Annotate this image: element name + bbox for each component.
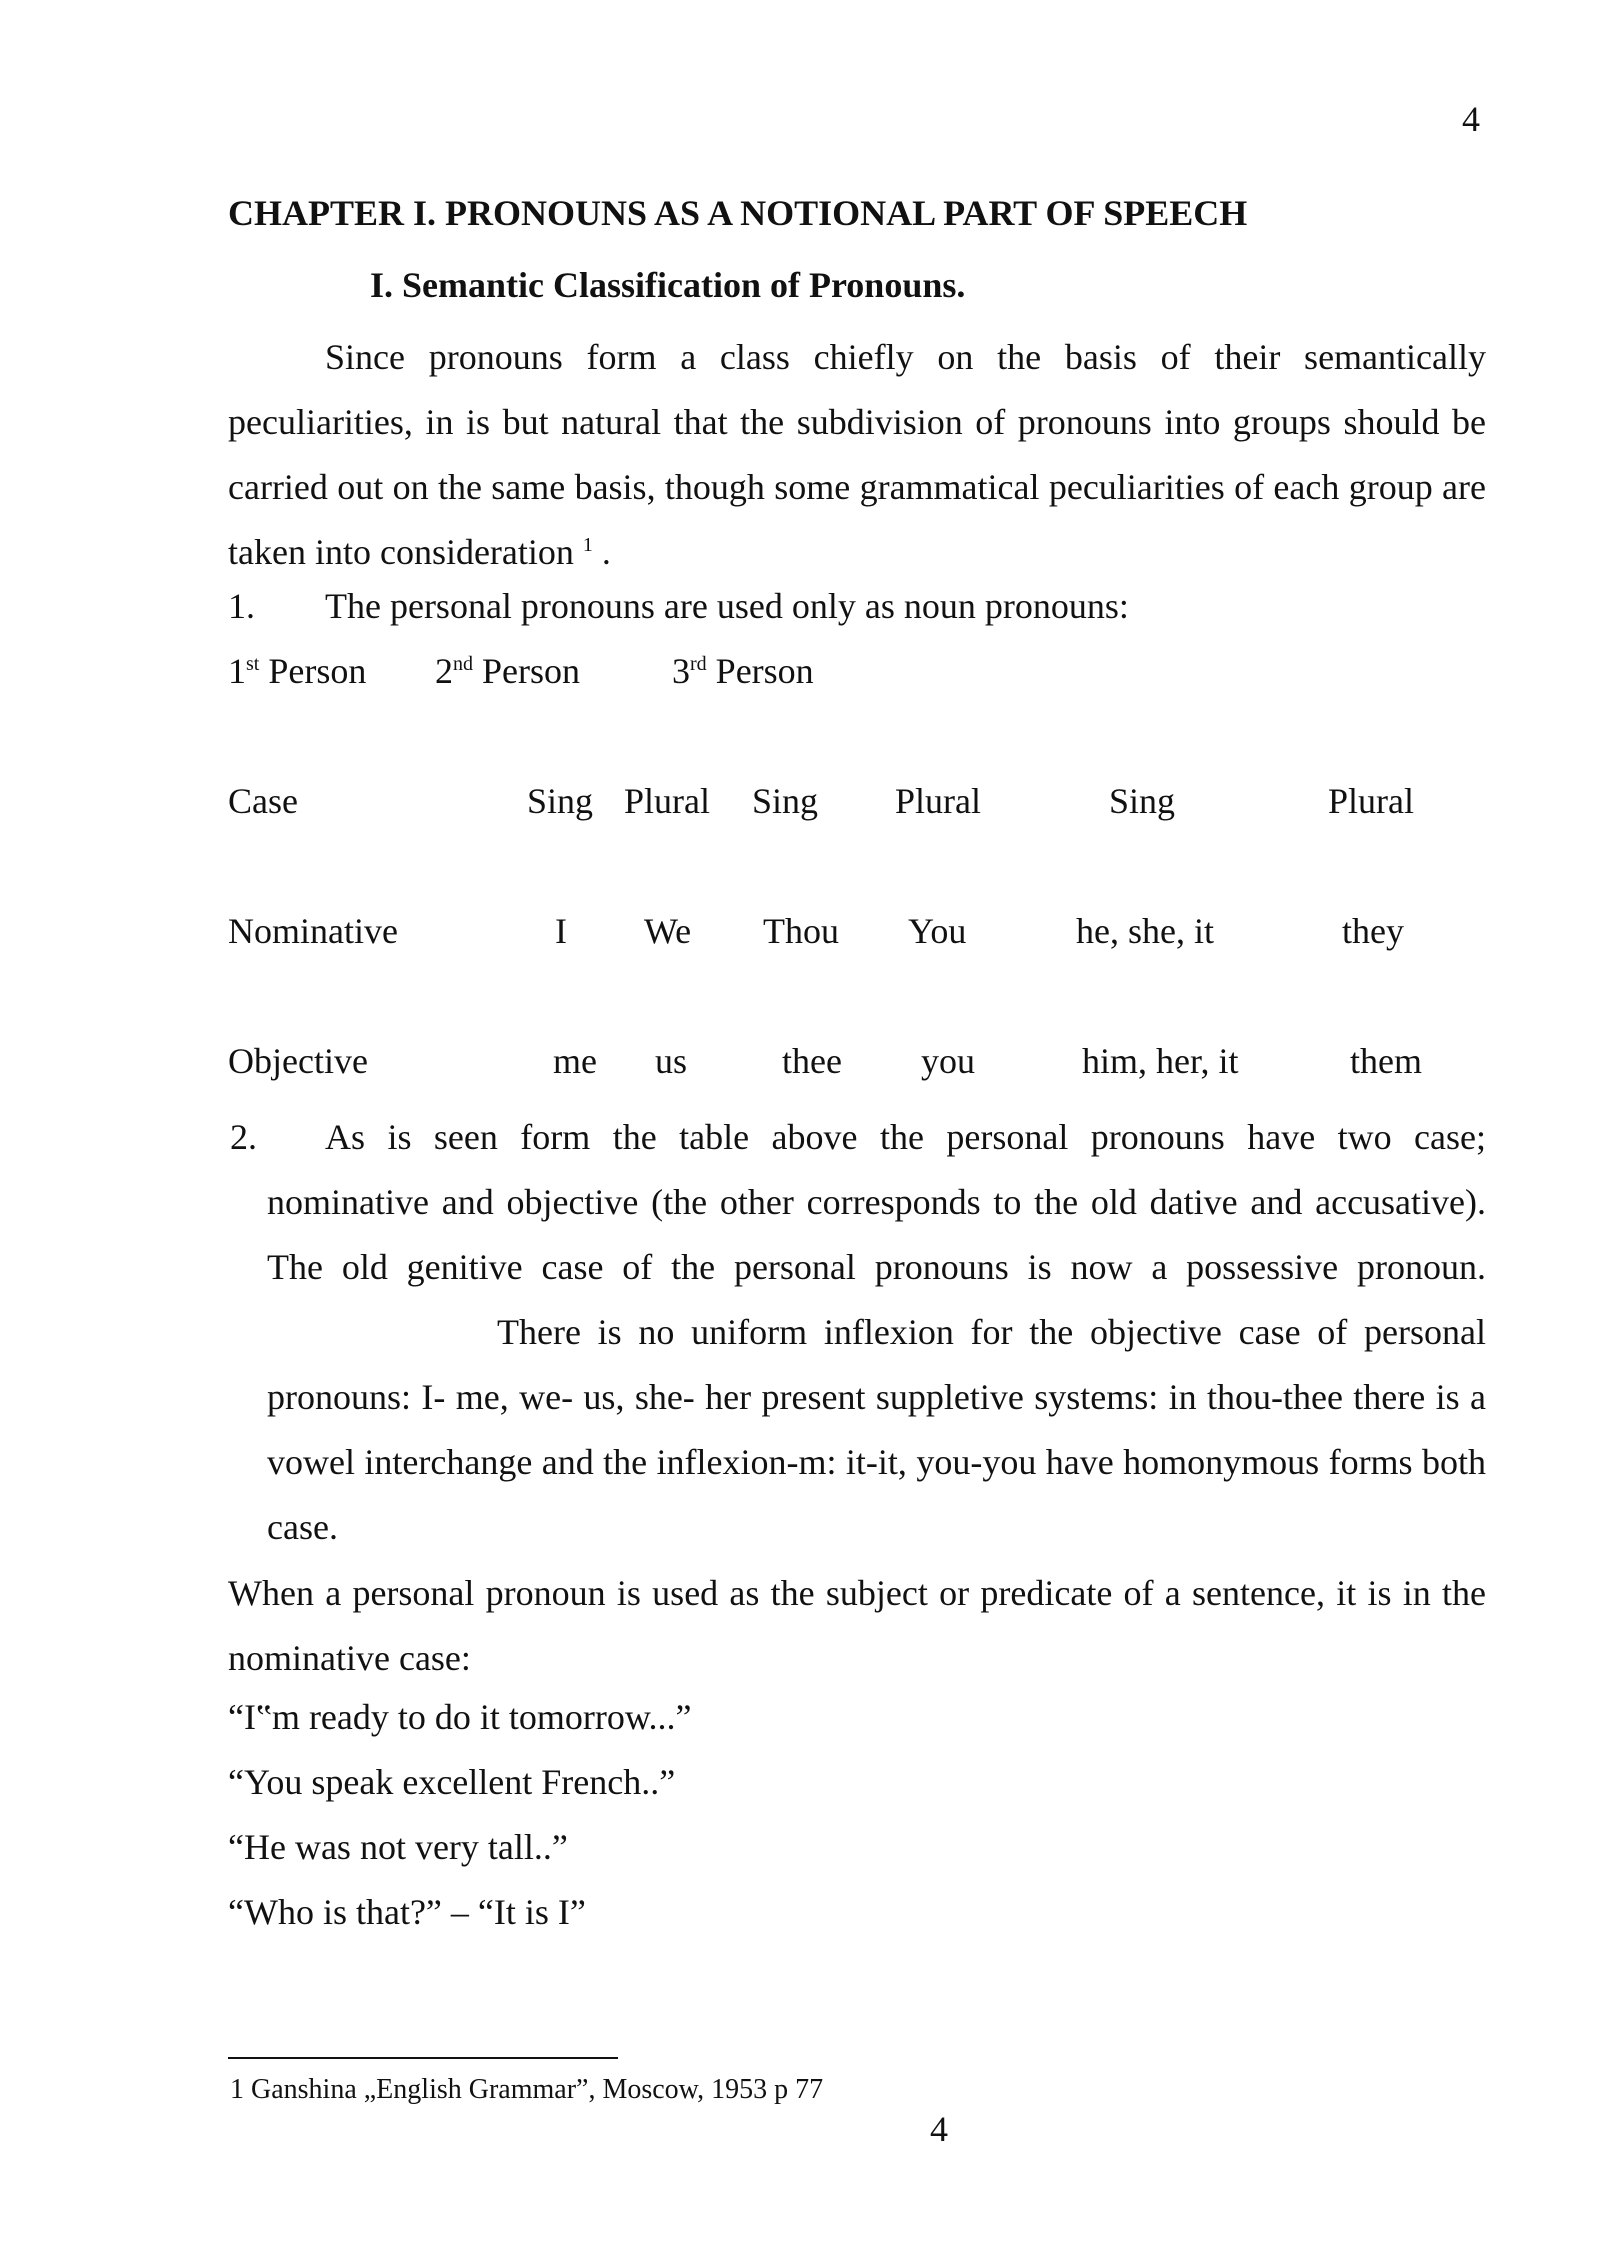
example-quote-3: “He was not very tall..” xyxy=(228,1827,568,1867)
table-header-plural-3: Plural xyxy=(1328,781,1414,821)
table-cell-objective-label: Objective xyxy=(228,1041,368,1081)
table-header-sing-2: Sing xyxy=(752,781,819,821)
intro-paragraph-text: Since pronouns form a class chiefly on the basis of their semantically peculiarities, in is but natural that the subdivision of pronouns into groups should be carried out on the same basis, though some grammatical peculiarities of each group are taken into consideration xyxy=(228,337,1486,572)
table-cell-objective-2-sing: thee xyxy=(782,1041,842,1081)
person-header-third: 3rd Person xyxy=(672,651,814,691)
intro-paragraph-tail: . xyxy=(592,532,611,572)
chapter-title: CHAPTER I. PRONOUNS AS A NOTIONAL PART OF SPEECH xyxy=(228,193,1248,233)
footnote-reference[interactable]: 1 xyxy=(582,534,593,556)
pronoun-table xyxy=(0,0,1600,1100)
person-header-first: 1st Person xyxy=(228,651,367,691)
example-quote-2: “You speak excellent French..” xyxy=(228,1762,676,1802)
list-number: 2. xyxy=(230,1117,257,1157)
table-header-plural-1: Plural xyxy=(624,781,710,821)
table-header-case: Case xyxy=(228,781,298,821)
table-header-sing-3: Sing xyxy=(1109,781,1176,821)
table-cell-nominative-1-plural: We xyxy=(644,911,692,951)
page-number-top: 4 xyxy=(1462,99,1480,139)
list-item-2 xyxy=(228,1105,1486,1560)
table-cell-nominative-2-plural: You xyxy=(908,911,967,951)
table-cell-objective-1-sing: me xyxy=(553,1041,597,1081)
table-cell-objective-1-plural: us xyxy=(655,1041,688,1081)
table-cell-nominative-1-sing: I xyxy=(555,911,567,951)
table-cell-nominative-2-sing: Thou xyxy=(763,911,839,951)
list-item-2-text-b: There is no uniform inflexion for the objective case of personal pronouns: I- me, we- us, she- her present suppletive systems: in thou-thee there is a vowel interchange and the inflexion-m: it-it, you-you have homonymous forms both case. xyxy=(267,1312,1486,1547)
page-number-bottom: 4 xyxy=(930,2109,948,2149)
table-cell-nominative-3-sing: he, she, it xyxy=(1076,911,1214,951)
person-header-second: 2nd Person xyxy=(435,651,580,691)
table-cell-objective-2-plural: you xyxy=(921,1041,975,1081)
section-title: I. Semantic Classification of Pronouns. xyxy=(370,265,966,305)
list-item-text: The personal pronouns are used only as noun pronouns: xyxy=(325,586,1129,626)
table-cell-nominative-label: Nominative xyxy=(228,911,398,951)
paragraph-nominative-usage: When a personal pronoun is used as the subject or predicate of a sentence, it is in the nominative case: xyxy=(228,1573,1486,1678)
table-cell-objective-3-plural: them xyxy=(1350,1041,1422,1081)
footnote: 1 Ganshina „English Grammar”, Moscow, 1953 p 77 xyxy=(230,2074,824,2105)
example-quote-1: “I‟m ready to do it tomorrow...” xyxy=(228,1697,692,1737)
table-header-sing-1: Sing xyxy=(527,781,594,821)
list-item-2-body xyxy=(267,1105,1486,1560)
list-item-2-text-a: As is seen form the table above the personal pronouns have two case; nominative and objective (the other corresponds to the old dative and accusative). The old genitive case of the personal pronouns is now a possessive pronoun. xyxy=(267,1117,1486,1287)
list-number: 1. xyxy=(228,586,255,626)
table-cell-nominative-3-plural: they xyxy=(1342,911,1404,951)
example-quote-4: “Who is that?” – “It is I” xyxy=(228,1892,586,1932)
table-cell-objective-3-sing: him, her, it xyxy=(1082,1041,1239,1081)
footnote-separator xyxy=(228,2057,618,2059)
table-header-plural-2: Plural xyxy=(895,781,981,821)
